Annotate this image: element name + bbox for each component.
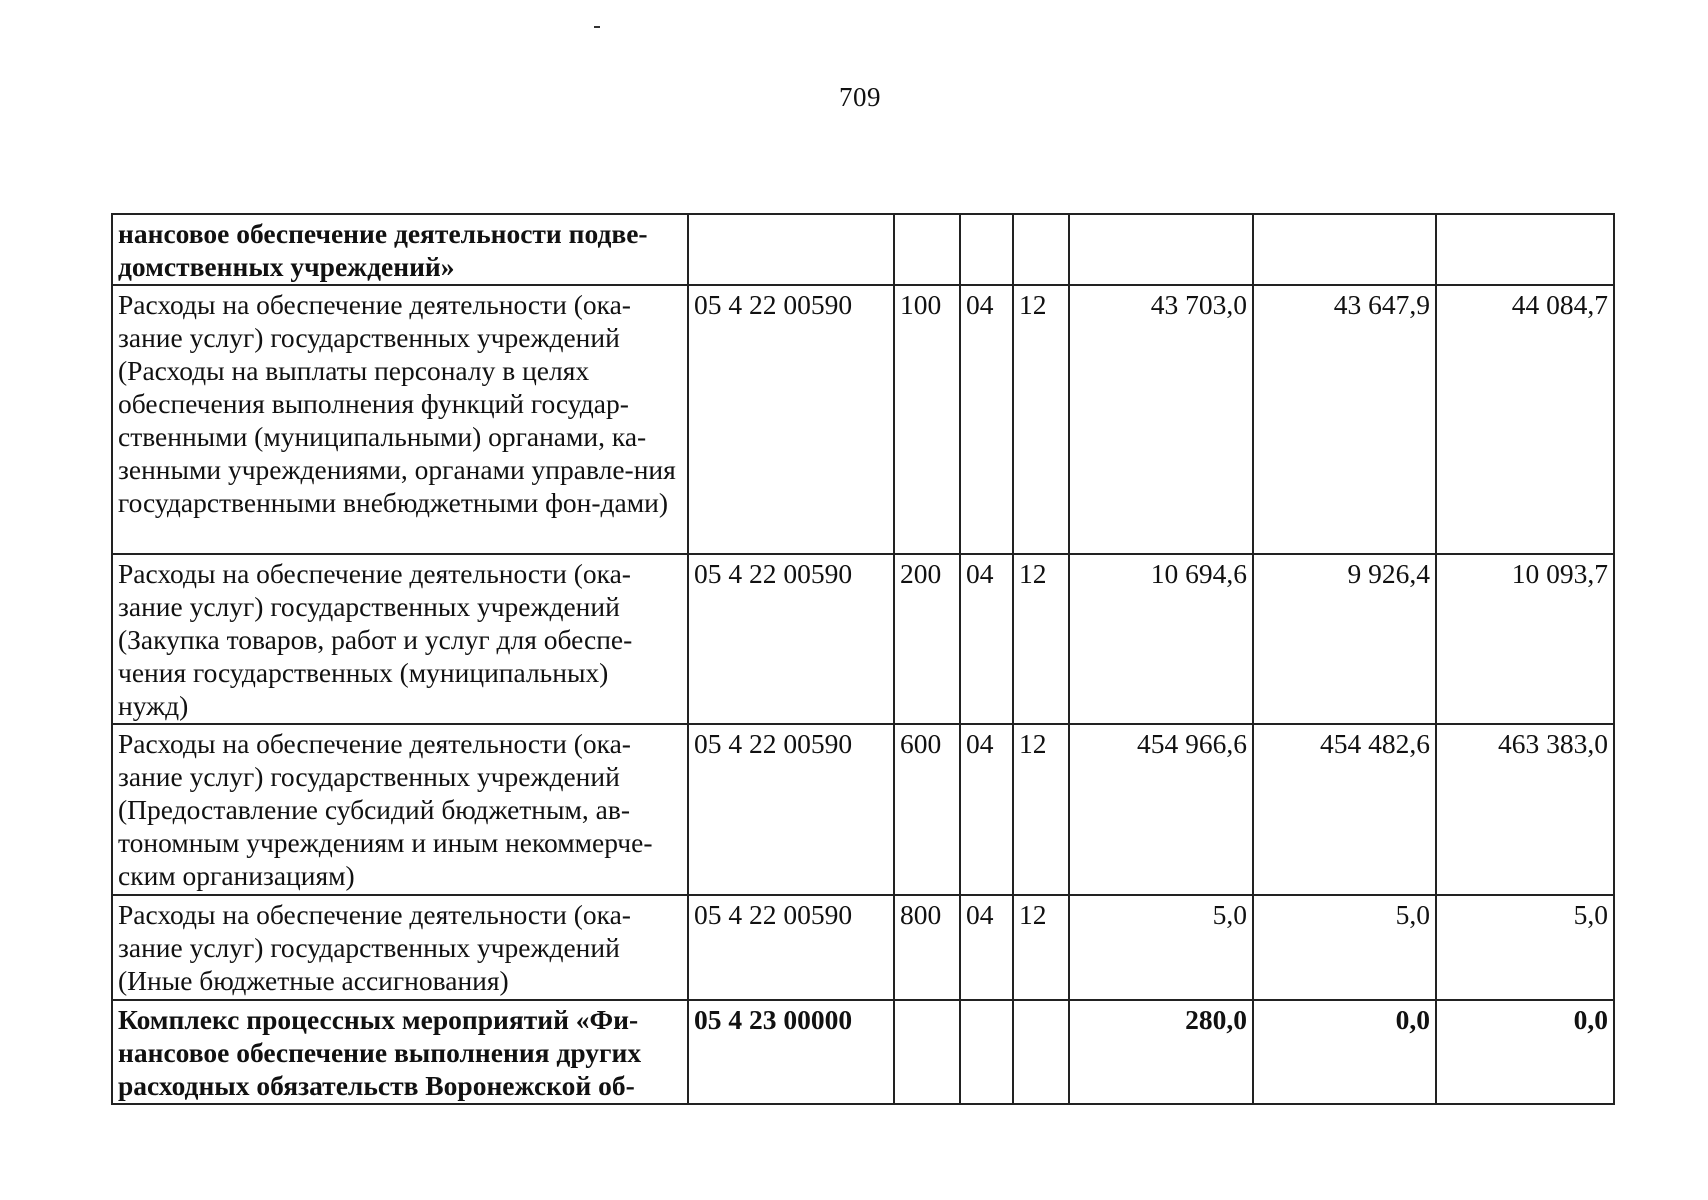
target-article-code: 05 4 22 00590 [688, 724, 894, 895]
expense-type-code: 600 [894, 724, 960, 895]
amount-year-2 [1253, 214, 1436, 285]
target-article-code: 05 4 22 00590 [688, 554, 894, 724]
subsection-code: 12 [1013, 724, 1069, 895]
table-row [112, 214, 1614, 285]
section-code: 04 [960, 285, 1013, 554]
row-description: нансовое обеспечение деятельности подве-домственных учреждений» [112, 214, 688, 285]
amount-year-3: 463 383,0 [1436, 724, 1614, 895]
amount-year-3: 5,0 [1436, 895, 1614, 1000]
amount-year-1: 43 703,0 [1069, 285, 1253, 554]
target-article-code [688, 214, 894, 285]
subsection-code [1013, 214, 1069, 285]
page-number: 709 [839, 82, 881, 112]
subsection-code: 12 [1013, 895, 1069, 1000]
amount-year-1 [1069, 214, 1253, 285]
expense-type-code: 100 [894, 285, 960, 554]
subsection-code [1013, 1000, 1069, 1104]
target-article-code: 05 4 23 00000 [688, 1000, 894, 1104]
table-row [112, 554, 1614, 724]
expense-type-code [894, 214, 960, 285]
amount-year-2: 454 482,6 [1253, 724, 1436, 895]
subsection-code: 12 [1013, 554, 1069, 724]
section-code [960, 1000, 1013, 1104]
expense-type-code: 200 [894, 554, 960, 724]
amount-year-2: 0,0 [1253, 1000, 1436, 1104]
table-row [112, 724, 1614, 895]
section-code: 04 [960, 554, 1013, 724]
target-article-code: 05 4 22 00590 [688, 895, 894, 1000]
table-row [112, 1000, 1614, 1104]
scan-mark [594, 26, 600, 28]
section-code [960, 214, 1013, 285]
row-description: Расходы на обеспечение деятельности (ока-зание услуг) государственных учреждений (Расходы на выплаты персоналу в целях обеспечения выполнения функций государ-ственными (муниципальными) органами, ка-зенными учреждениями, органами управле-ния государственными внебюджетными фон-дами) [112, 285, 688, 554]
section-code: 04 [960, 895, 1013, 1000]
amount-year-2: 43 647,9 [1253, 285, 1436, 554]
table-row [112, 895, 1614, 1000]
amount-year-3 [1436, 214, 1614, 285]
row-description: Расходы на обеспечение деятельности (ока-зание услуг) государственных учреждений (Иные бюджетные ассигнования) [112, 895, 688, 1000]
amount-year-1: 5,0 [1069, 895, 1253, 1000]
amount-year-1: 280,0 [1069, 1000, 1253, 1104]
amount-year-1: 454 966,6 [1069, 724, 1253, 895]
row-description: Комплекс процессных мероприятий «Фи-нансовое обеспечение выполнения других расходных обязательств Воронежской об- [112, 1000, 688, 1104]
amount-year-3: 44 084,7 [1436, 285, 1614, 554]
expense-type-code: 800 [894, 895, 960, 1000]
amount-year-3: 10 093,7 [1436, 554, 1614, 724]
subsection-code: 12 [1013, 285, 1069, 554]
row-description: Расходы на обеспечение деятельности (ока-зание услуг) государственных учреждений (Закупка товаров, работ и услуг для обеспе-чения государственных (муниципальных) нужд) [112, 554, 688, 724]
target-article-code: 05 4 22 00590 [688, 285, 894, 554]
section-code: 04 [960, 724, 1013, 895]
amount-year-3: 0,0 [1436, 1000, 1614, 1104]
expense-type-code [894, 1000, 960, 1104]
row-description: Расходы на обеспечение деятельности (ока-зание услуг) государственных учреждений (Предоставление субсидий бюджетным, ав-тономным учреждениям и иным некоммерче-ским организациям) [112, 724, 688, 895]
amount-year-2: 5,0 [1253, 895, 1436, 1000]
budget-table [111, 213, 1615, 1105]
amount-year-2: 9 926,4 [1253, 554, 1436, 724]
table-row [112, 285, 1614, 554]
amount-year-1: 10 694,6 [1069, 554, 1253, 724]
